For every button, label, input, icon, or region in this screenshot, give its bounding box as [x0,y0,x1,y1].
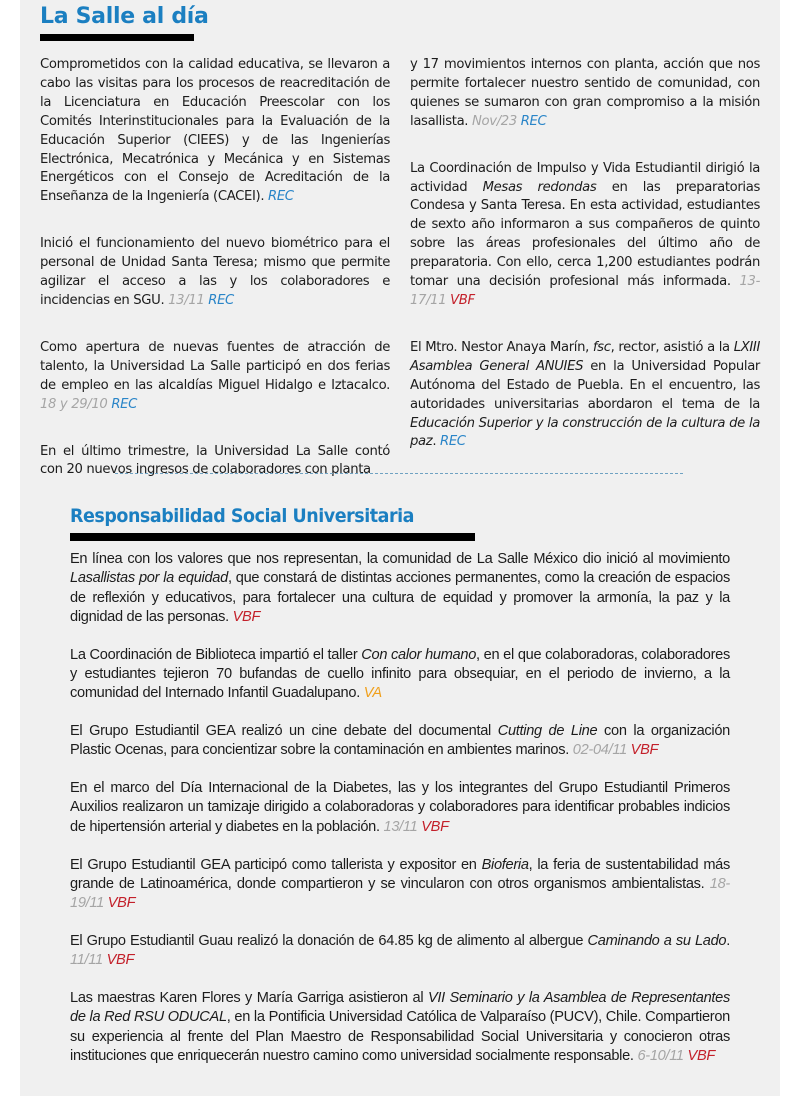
author-tag: REC [208,292,234,308]
news-item: El Grupo Estudiantil Guau realizó la donación de 64.85 kg de alimento al albergue Caminando a su Lado. 11/11 VBF [70,932,730,969]
title-underline-bar [40,34,194,41]
date-label: 13/11 [168,292,205,308]
author-tag: VBF [106,952,135,969]
news-item: En línea con los valores que nos representan, la comunidad de La Salle México dio inició al movimiento Lasallistas por la equidad, que constará de distintas acciones permanentes, como la creación de espacios de reflexión y educativos, para fortalecer una cultura de equidad y promover la armonía, la paz y la dignidad de las personas. VBF [70,551,730,625]
news-item: Como apertura de nuevas fuentes de atracción de talento, la Universidad La Salle participó en dos ferias de empleo en las alcaldías Miguel Hidalgo e Iztacalco. 18 y 29/10 REC [40,339,390,412]
date-label: 13/11 [383,818,418,835]
news-item: La Coordinación de Biblioteca impartió el taller Con calor humano, en el que colaboradoras, colaboradores y estudiantes tejieron 70 bufandas de cuello infinito para obsequiar, en el periodo de invierno, a la comunidad del Internado Infantil Guadalupano. VA [70,646,730,702]
news-item: El Grupo Estudiantil GEA realizó un cine debate del documental Cutting de Line con la organización Plastic Ocenas, para concientizar sobre la contaminación en ambientes marinos. 02-04/11 VBF [70,723,730,759]
column-left [40,56,390,508]
date-label: 6-10/11 [637,1047,684,1064]
author-tag: VBF [107,895,136,912]
author-tag: REC [268,189,294,205]
author-tag: VBF [232,608,261,625]
section-title-responsabilidad-social: Responsabilidad Social Universitaria [70,505,415,527]
news-item: y 17 movimientos internos con planta, acción que nos permite fortalecer nuestro sentido de comunidad, con quienes se sumaron con gran compromiso a la misión lasallista. Nov/23 REC [410,57,760,129]
news-item: Las maestras Karen Flores y María Garriga asistieron al VII Seminario y la Asamblea de Representantes de la Red RSU ODUCAL, en la Pontificia Universidad Católica de Valparaíso (PUCV), Chile. Compartieron su experiencia al frente del Plan Maestro de Responsabilidad Social Universitaria y conocieron otras instituciones que enriquecerán nuestro camino como universidad socialmente responsable. 6-10/11 VBF [70,990,730,1064]
column-right [410,56,760,480]
title-underline-bar [70,533,475,541]
news-item: La Coordinación de Impulso y Vida Estudiantil dirigió la actividad Mesas redondas en las preparatorias Condesa y Santa Teresa. En esta actividad, estudiantes de sexto año informaron a sus compañeros de quinto sobre las áreas profesionales del último año de preparatoria. Con ello, cerca 1,200 estudiantes podrán tomar una decisión profesional más informada. 13-17/11 VBF [410,160,761,308]
date-label: 18 y 29/10 [40,396,108,412]
news-item: En el marco del Día Internacional de la Diabetes, las y los integrantes del Grupo Estudiantil Primeros Auxilios realizaron un tamizaje dirigido a colaboradoras y colaboradores para identificar probables indicios de hipertensión arterial y diabetes en la población. 13/11 VBF [70,780,730,835]
section-divider [115,473,683,474]
news-item: En el último trimestre, la Universidad La Salle contó con 20 nuevos ingresos de colaboradores con planta [40,443,390,478]
author-tag: REC [520,113,547,129]
news-item: El Mtro. Nestor Anaya Marín, fsc, rector, asistió a la LXIII Asamblea General ANUIES en la Universidad Popular Autónoma del Estado de Puebla. En el encuentro, las autoridades universitarias abordaron el tema de la Educación Superior y la construcción de la cultura de la paz. REC [410,339,761,450]
date-label: Nov/23 [472,113,517,129]
author-tag: VBF [421,818,449,835]
date-label: 02-04/11 [572,742,627,759]
author-tag: REC [111,396,137,412]
author-tag: VBF [450,292,475,308]
author-tag: VBF [687,1047,716,1064]
news-item: Comprometidos con la calidad educativa, se llevaron a cabo las visitas para los procesos de reacreditación de la Licenciatura en Educación Preescolar con los Comités Interinstitucionales para la Evaluación de la Educación Superior (CIEES) y de las Ingenierías Electrónica, Mecatrónica y Mecánica y en Sistemas Energéticos con el Consejo de Acreditación de la Enseñanza de la Ingeniería (CACEI). REC [40,57,390,205]
section-title-la-salle-al-dia: La Salle al día [40,4,209,29]
author-tag: VA [363,685,382,702]
author-tag: REC [440,434,466,450]
date-label: 11/11 [70,952,103,969]
date-label: 13-17/11 [410,274,761,308]
date-label: 18-19/11 [70,875,730,912]
news-item: El Grupo Estudiantil GEA participó como tallerista y expositor en Bioferia, la feria de sustentabilidad más grande de Latinoamérica, donde compartieron y se vincularon con otros organismos ambientalistas. 18-19/11 VBF [70,856,730,912]
news-item: Inició el funcionamiento del nuevo biométrico para el personal de Unidad Santa Teresa; mismo que permite agilizar el acceso a las y los colaboradores e incidencias en SGU. 13/11 REC [40,236,390,308]
rsu-news-list [70,550,730,1085]
author-tag: VBF [630,742,659,759]
